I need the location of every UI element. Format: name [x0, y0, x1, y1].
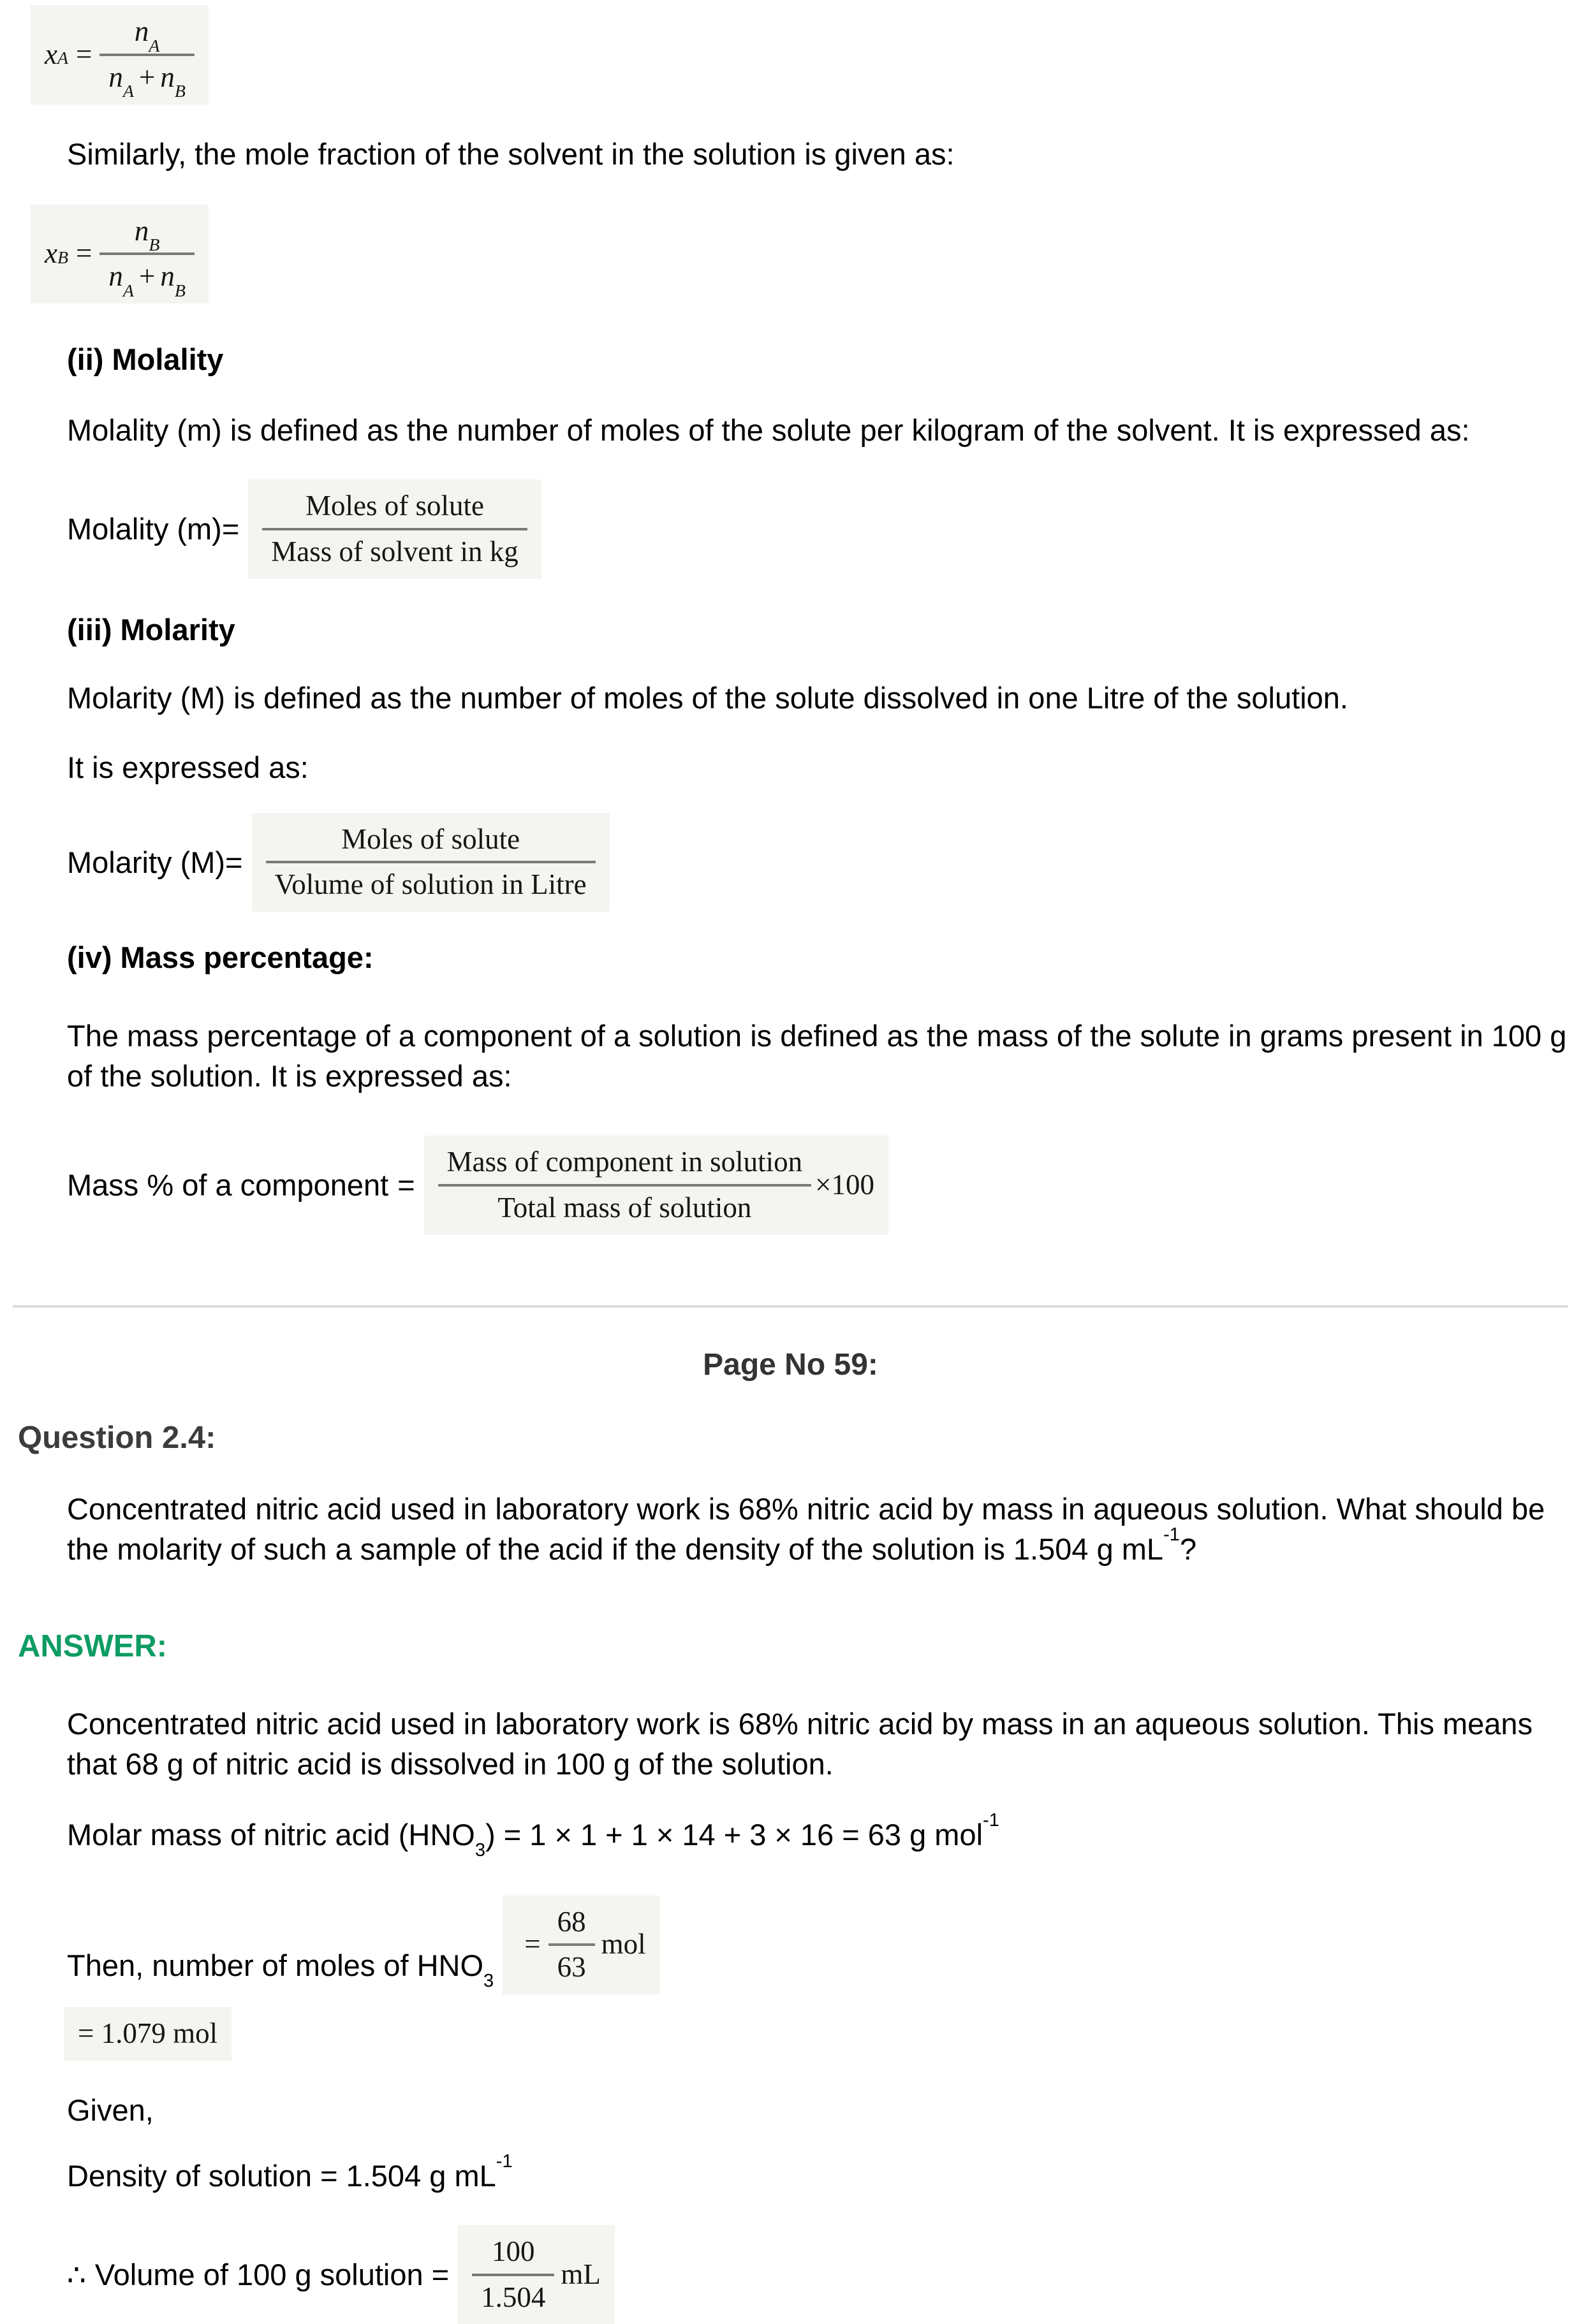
molality-definition: Molality (m) is defined as the number of moles of the solute per kilogram of the solvent. It is expressed as:	[67, 413, 1470, 447]
question-line: Concentrated nitric acid used in laboratory work is 68% nitric acid by mass in aqueous solution. What should be	[67, 1491, 1545, 1526]
formula-moles-hno3	[67, 1896, 1581, 1995]
equals-sign: =	[524, 1928, 541, 1961]
formula-mole-fraction-solvent: x $_B$ = $\frac{n_B}{n_A + n_B}$	[31, 205, 209, 304]
formula-molality	[67, 479, 1581, 579]
fraction-numerator: 100	[492, 2235, 535, 2267]
question-heading: Question 2.4:	[18, 1420, 216, 1455]
definition-line: of the solution. It is expressed as:	[67, 1059, 512, 1093]
unit-mol: mol	[601, 1928, 646, 1961]
mass-percentage-formula-label: Mass % of a component	[67, 1168, 389, 1202]
var-na3-sub: A	[122, 281, 134, 301]
density-line	[67, 2151, 1581, 2196]
fraction-numerator: Moles of solute	[305, 490, 485, 522]
fraction-denominator	[99, 252, 194, 301]
fraction-denominator: Volume of solution in Litre	[266, 861, 596, 902]
fraction	[438, 1146, 811, 1225]
var-na2: n	[108, 61, 123, 93]
subscript-3: 3	[474, 1839, 486, 1860]
page-number-label: Page No 59:	[703, 1347, 878, 1382]
fraction-numerator: Mass of component in solution	[446, 1146, 803, 1178]
molarity-definition: Molarity (M) is defined as the number of moles of the solute dissolved in one Litre of the solution.	[67, 680, 1348, 715]
formula-molarity	[67, 813, 1581, 912]
definition-line: The mass percentage of a component of a solution is defined as the mass of the solute in grams present in 100 g	[67, 1019, 1567, 1053]
similarly-text: Similarly, the mole fraction of the solvent in the solution is given as:	[67, 136, 955, 171]
molar-mass-line	[67, 1809, 1581, 1860]
fraction-numerator	[99, 214, 194, 256]
var-na3: n	[108, 260, 123, 293]
molarity-formula-label: Molarity (M)	[67, 845, 226, 879]
fraction-denominator: Total mass of solution	[438, 1184, 811, 1225]
var-na-sub: A	[149, 36, 160, 56]
given-label: Given,	[67, 2093, 154, 2127]
var-nb2: n	[134, 214, 149, 247]
question-mark: ?	[1179, 1531, 1197, 1566]
multiplier: ×100	[815, 1168, 875, 1201]
heading-molarity: (iii) Molarity	[67, 612, 235, 647]
fraction-denominator: 1.504	[472, 2274, 554, 2314]
therefore-symbol: ∴	[67, 2258, 86, 2291]
unit-ml: mL	[561, 2258, 601, 2290]
moles-label	[67, 1945, 494, 1992]
equals-sign: =	[76, 38, 92, 70]
fraction-denominator: 63	[548, 1943, 595, 1984]
var-na2-sub: A	[122, 82, 134, 102]
volume-label: Volume of 100 g solution =	[94, 2258, 450, 2291]
fraction-numerator: Moles of solute	[341, 822, 520, 855]
var-na: n	[134, 15, 149, 47]
density-text: Density of solution = 1.504 g mL	[67, 2158, 496, 2193]
fraction-denominator	[99, 54, 194, 102]
fraction	[99, 15, 194, 102]
plus-sign: +	[138, 61, 156, 93]
question-text	[67, 1489, 1581, 1569]
var-nb2-sub: B	[149, 235, 160, 256]
answer-line: that 68 g of nitric acid is dissolved in 100 g of the solution.	[67, 1746, 834, 1781]
exponent: -1	[1163, 1524, 1180, 1545]
molarity-expressed-text: It is expressed as:	[67, 750, 309, 784]
var-nb-sub: B	[174, 82, 186, 102]
moles-result: = 1.079 mol	[64, 2007, 232, 2061]
formula-mole-fraction-solute: x $_A$ = $\frac{n_A}{n_A + n_B}$	[31, 5, 209, 105]
answer-line: Concentrated nitric acid used in laboratory work is 68% nitric acid by mass in an aqueous solution. This means	[67, 1706, 1533, 1741]
fraction	[548, 1906, 595, 1985]
answer-paragraph	[67, 1704, 1581, 1784]
moles-fraction-box	[503, 1896, 659, 1995]
answer-heading: ANSWER:	[18, 1628, 168, 1663]
formula-volume	[67, 2225, 1581, 2324]
fraction	[266, 823, 596, 902]
fraction-numerator: 68	[557, 1905, 586, 1938]
var-nb3-sub: B	[174, 281, 186, 301]
subscript-3: 3	[483, 1971, 494, 1992]
mass-percentage-fraction-box	[424, 1136, 888, 1235]
var-xb: x	[45, 237, 57, 270]
fraction-denominator: Mass of solvent in kg	[262, 528, 527, 569]
moles-label-text: Then, number of moles of HNO	[67, 1948, 484, 1982]
equals-sign: =	[397, 1168, 415, 1202]
molality-formula-label: Molality (m)	[67, 512, 222, 546]
formula-mass-percentage	[67, 1136, 1581, 1235]
question-line-text: the molarity of such a sample of the acid if the density of the solution is 1.504 g mL	[67, 1531, 1164, 1566]
molality-fraction-box	[248, 479, 541, 579]
equals-sign: =	[225, 845, 243, 879]
equals-sign: =	[76, 237, 92, 270]
heading-molality: (ii) Molality	[67, 342, 224, 376]
fraction-numerator	[99, 15, 194, 54]
mass-percentage-definition	[67, 1016, 1581, 1096]
exponent: -1	[496, 2151, 513, 2172]
plus-sign: +	[138, 260, 156, 293]
molar-mass-text: Molar mass of nitric acid (HNO	[67, 1817, 475, 1852]
exponent: -1	[983, 1809, 999, 1831]
var-nb: n	[160, 61, 175, 93]
volume-fraction-box	[458, 2225, 615, 2324]
fraction	[99, 214, 194, 301]
fraction	[262, 490, 527, 569]
var-nb3: n	[160, 260, 175, 293]
fraction	[472, 2235, 554, 2314]
equals-sign: =	[221, 512, 240, 546]
question-line	[67, 1524, 1581, 1569]
section-divider	[13, 1305, 1568, 1308]
molarity-fraction-box	[252, 813, 610, 912]
molar-mass-text: ) = 1 × 1 + 1 × 14 + 3 × 16 = 63 g mol	[485, 1817, 983, 1852]
var-xa: x	[45, 38, 57, 70]
heading-mass-percentage: (iv) Mass percentage:	[67, 940, 374, 974]
